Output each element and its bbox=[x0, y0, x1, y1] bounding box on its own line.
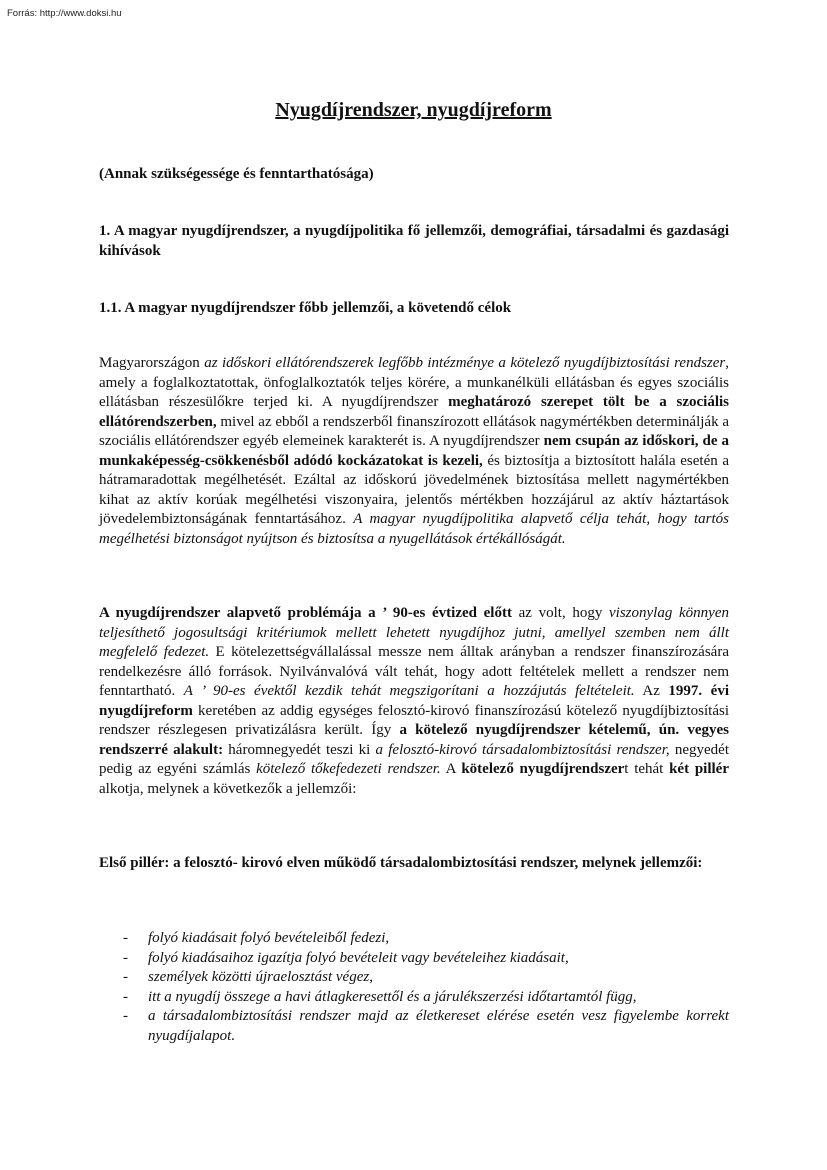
bullet-dash: - bbox=[123, 969, 128, 985]
paragraph-2: A nyugdíjrendszer alapvető problémája a ’ 90-es évtized előtt az volt, hogy viszonylag könnyen teljesíthető jogosultsági kritériumok mellett lehetett nyugdíjhoz jutni, amellyel szemben nem állt megfelelő fedezet. E kötelezettségvállalással messze nem álltak arányban a rendszer finanszírozására rendelkezésre álló források. Nyilvánvalóvá vált tehát, hogy adott feltételek mellett a rendszer nem fenntartható. A ’ 90-es évektől kezdik tehát megszigorítani a hozzájutás feltételeit. Az 1997. évi nyugdíjreform keretében az addig egységes felosztó-kirovó finanszírozású kötelező nyugdíjbiztosítási rendszer részlegesen privatizálásra került. Így a kötelező nyugdíjrendszer kételemű, ún. vegyes rendszerré alakult: háromnegyedét teszi ki a felosztó-kirovó társadalombiztosítási rendszer, negyedét pedig az egyéni számlás kötelező tőkefedezeti rendszer. A kötelező nyugdíjrendszert tehát két pillér alkotja, melynek a következők a jellemzői: bbox=[99, 605, 730, 797]
bullet-dash: - bbox=[123, 949, 128, 966]
pillar-characteristics-list bbox=[99, 929, 729, 1046]
paragraph-1: Magyarországon az időskori ellátórendszerek legfőbb intézménye a kötelező nyugdíjbiztosítási rendszer, amely a foglalkoztatottak, önfoglalkoztatók teljes körére, a munkanélküli ellátásban és egyes szociális ellátásban részesülőkre terjed ki. A nyugdíjrendszer meghatározó szerepet tölt be a szociális ellátórendszerben, mivel az ebből a rendszerből finanszírozott ellátások nagymértékben determinálják a szociális ellátórendszer egyéb elemeinek karakterét is. A nyugdíjrendszer nem csupán az időskori, de a munkaképesség-csökkenésből adódó kockázatokat is kezeli, és biztosítja a biztosított halála esetén a hátramaradottak megélhetését. Ezáltal az időskorú jövedelmének biztosítása mellett nagymértékben kihat az aktív korúak megélhetési viszonyaira, jelentős mértékben hozzájárul az aktív háztartások jövedelembiztonságának fenntartásához. A magyar nyugdíjpolitika alapvető célja tehát, hogy tartós megélhetési biztonságot nyújtson és biztosítsa a nyugellátások értékállóságát. bbox=[99, 355, 730, 547]
list-item: - személyek közötti újraelosztást végez, bbox=[99, 968, 729, 988]
bullet-dash: - bbox=[123, 988, 128, 1005]
pillar-heading: Első pillér: a felosztó- kirovó elven működő társadalombiztosítási rendszer, melynek jellemzői: bbox=[99, 855, 703, 871]
section-heading-1: 1. A magyar nyugdíjrendszer, a nyugdíjpolitika fő jellemzői, demográfiai, társadalmi és gazdasági kihívások bbox=[99, 223, 729, 259]
subtitle: (Annak szükségessége és fenntarthatósága) bbox=[99, 166, 374, 182]
bullet-dash: - bbox=[123, 1008, 128, 1024]
list-item: - folyó kiadásait folyó bevételeiből fedezi, bbox=[99, 929, 729, 949]
section-heading-1-1: 1.1. A magyar nyugdíjrendszer főbb jellemzői, a követendő célok bbox=[99, 300, 512, 316]
list-item: - itt a nyugdíj összege a havi átlagkeresettől és a járulékszerzési időtartamtól függ, bbox=[99, 988, 729, 1008]
bullet-dash: - bbox=[123, 930, 128, 946]
document-title: Nyugdíjrendszer, nyugdíjreform bbox=[275, 99, 552, 121]
list-item: - a társadalombiztosítási rendszer majd az életkereset elérése esetén vesz figyelembe korrekt nyugdíjalapot. bbox=[123, 1008, 729, 1044]
source-note: Forrás: http://www.doksi.hu bbox=[7, 8, 122, 19]
list-item: - folyó kiadásaihoz igazítja folyó bevételeit vagy bevételeihez kiadásait, bbox=[99, 949, 729, 969]
